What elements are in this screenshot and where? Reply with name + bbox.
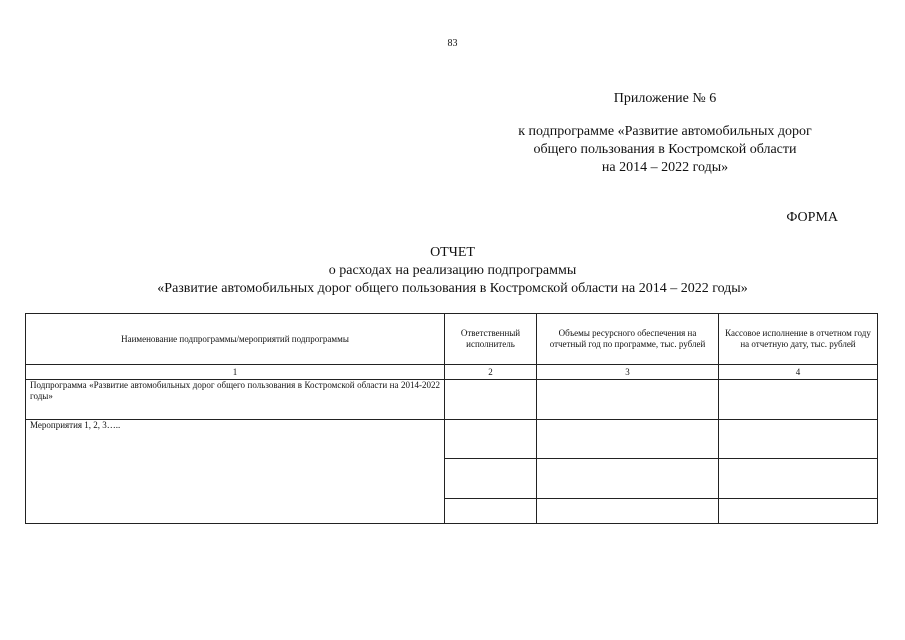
report-subtitle: «Развитие автомобильных дорог общего пользования в Костромской области на 2014 – 2022 годы» bbox=[157, 281, 748, 296]
table-cell bbox=[719, 458, 878, 499]
table-cell bbox=[719, 499, 878, 524]
report-table bbox=[25, 313, 878, 524]
table-row bbox=[26, 380, 878, 420]
table-row bbox=[26, 420, 878, 459]
table-cell bbox=[719, 380, 878, 420]
table-cell bbox=[445, 420, 537, 459]
table-cell bbox=[537, 499, 719, 524]
column-number-row bbox=[26, 365, 878, 380]
appendix-line: общего пользования в Костромской области bbox=[533, 142, 797, 157]
table-cell bbox=[537, 458, 719, 499]
table-cell bbox=[537, 380, 719, 420]
appendix-line: на 2014 – 2022 годы» bbox=[601, 160, 729, 175]
table-cell bbox=[445, 458, 537, 499]
column-number: 4 bbox=[719, 365, 878, 380]
measures-name-cell: Мероприятия 1, 2, 3….. bbox=[26, 420, 445, 524]
subprogram-name-cell: Подпрограмма «Развитие автомобильных дорог общего пользования в Костромской области на 2014-2022 годы» bbox=[26, 380, 445, 420]
column-number: 3 bbox=[537, 365, 719, 380]
column-header-executor: Ответственный исполнитель bbox=[445, 314, 537, 365]
column-number: 2 bbox=[445, 365, 537, 380]
report-subtitle: о расходах на реализацию подпрограммы bbox=[328, 263, 577, 278]
table-cell bbox=[719, 420, 878, 459]
column-header-cash-execution: Кассовое исполнение в отчетном году на отчетную дату, тыс. рублей bbox=[719, 314, 878, 365]
report-title: ОТЧЕТ bbox=[430, 245, 475, 260]
table-cell bbox=[537, 420, 719, 459]
table-cell bbox=[445, 380, 537, 420]
appendix-title: Приложение № 6 bbox=[613, 91, 717, 106]
page-number: 83 bbox=[447, 38, 458, 49]
column-header-planned-volume: Объемы ресурсного обеспечения на отчетный год по программе, тыс. рублей bbox=[537, 314, 719, 365]
table-cell bbox=[445, 499, 537, 524]
form-label: ФОРМА bbox=[786, 210, 838, 225]
column-number: 1 bbox=[26, 365, 445, 380]
appendix-line: к подпрограмме «Развитие автомобильных дорог bbox=[518, 124, 812, 139]
column-header-name: Наименование подпрограммы/мероприятий подпрограммы bbox=[26, 314, 445, 365]
table-header-row bbox=[26, 314, 878, 365]
